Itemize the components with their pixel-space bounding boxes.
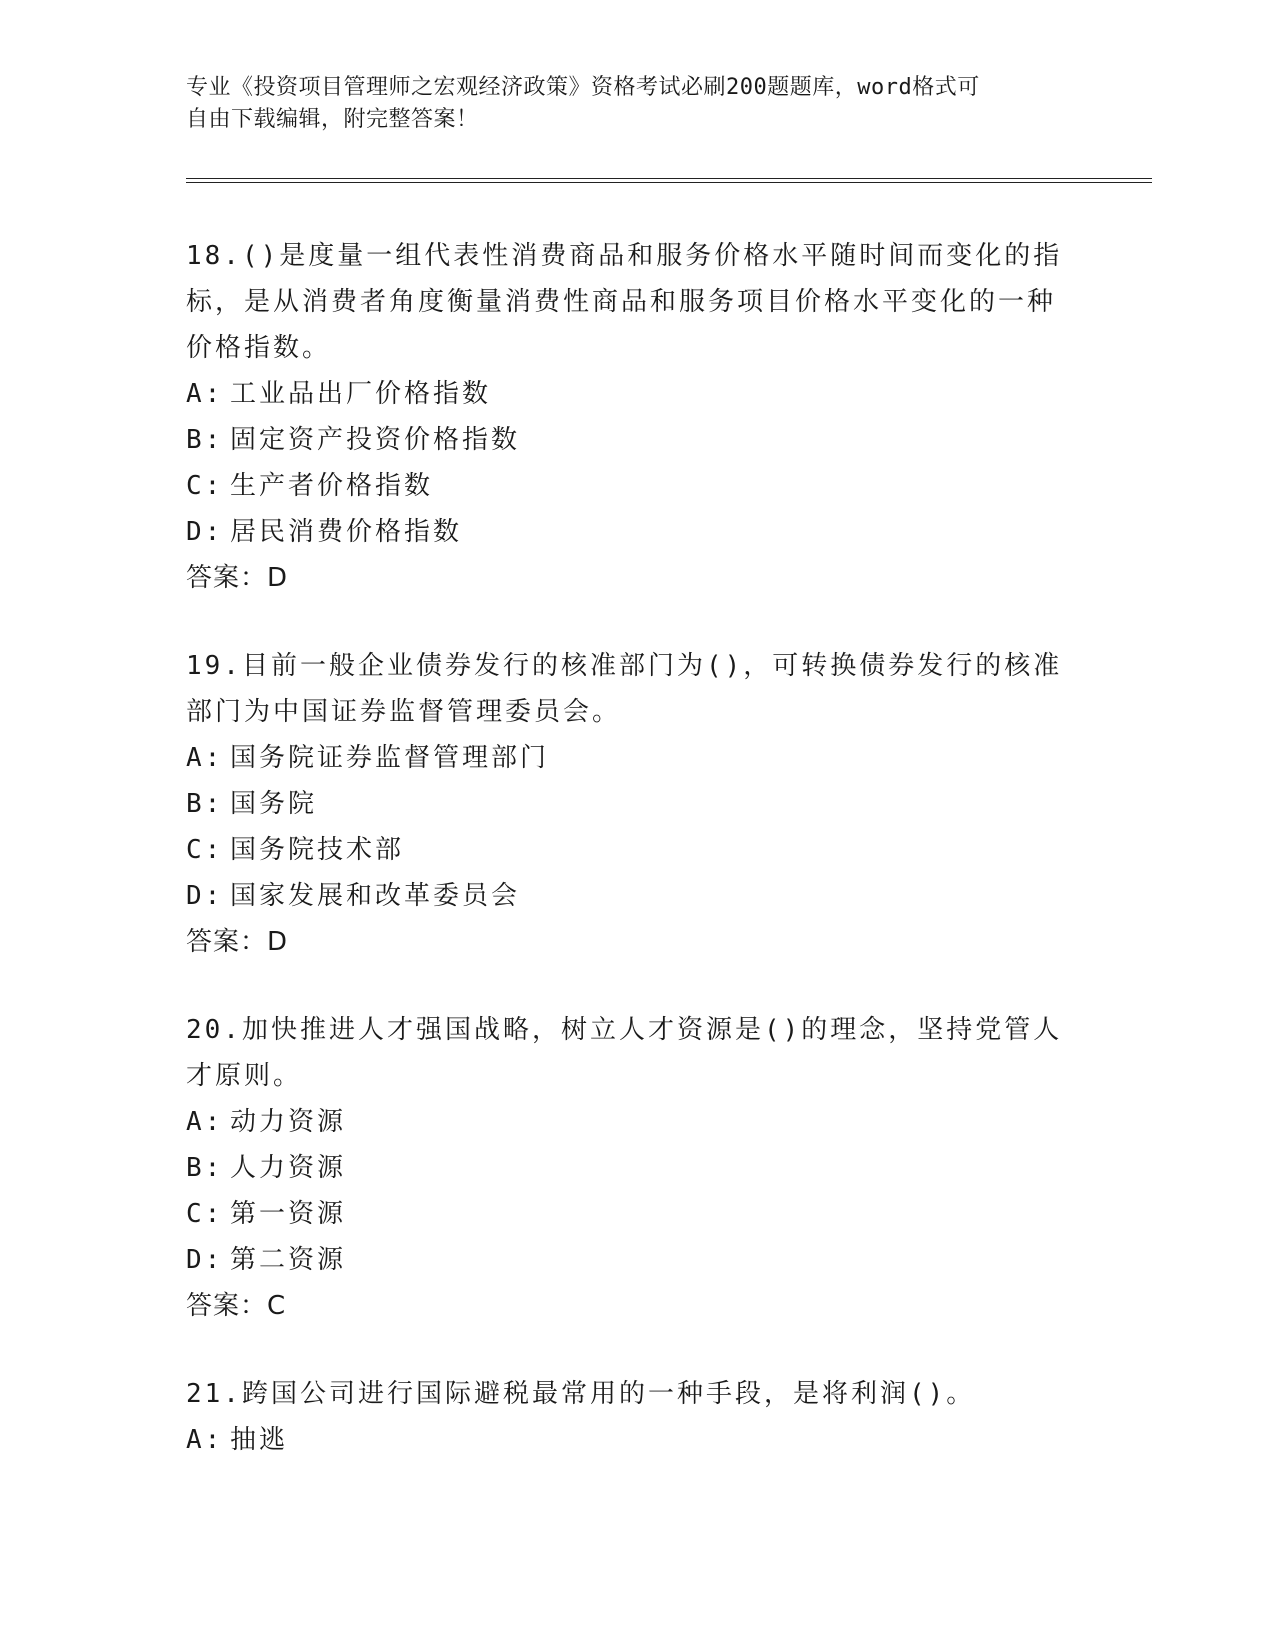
option-letter: B:	[186, 789, 224, 819]
option-letter: D:	[186, 881, 224, 911]
option-a	[186, 371, 1066, 417]
question-stem: 21.跨国公司进行国际避税最常用的一种手段，是将利润()。	[186, 1379, 976, 1409]
option-d	[186, 509, 1066, 555]
option-b	[186, 417, 1066, 463]
option-letter: B:	[186, 1153, 224, 1183]
question-18	[186, 233, 1066, 601]
option-letter: A:	[186, 1107, 224, 1137]
option-c	[186, 1191, 1066, 1237]
option-letter: C:	[186, 835, 224, 865]
question-list	[186, 233, 1066, 1505]
option-text: 抽逃	[230, 1425, 289, 1455]
option-text: 工业品出厂价格指数	[230, 379, 492, 409]
option-a	[186, 1099, 1066, 1145]
option-text: 国务院技术部	[230, 835, 405, 865]
answer-label: 答案：C	[186, 1291, 287, 1321]
option-letter: C:	[186, 471, 224, 501]
option-text: 固定资产投资价格指数	[230, 425, 521, 455]
question-20	[186, 1007, 1066, 1329]
question-stem: 20.加快推进人才强国战略，树立人才资源是()的理念，坚持党管人才原则。	[186, 1015, 1063, 1091]
question-stem: 19.目前一般企业债券发行的核准部门为()，可转换债券发行的核准部门为中国证券监督管理委员会。	[186, 651, 1063, 727]
option-c	[186, 827, 1066, 873]
option-a	[186, 1417, 1066, 1463]
option-letter: A:	[186, 1425, 224, 1455]
option-letter: C:	[186, 1199, 224, 1229]
option-text: 国务院	[230, 789, 318, 819]
option-letter: A:	[186, 743, 224, 773]
answer-label: 答案：D	[186, 563, 289, 593]
option-letter: D:	[186, 517, 224, 547]
option-text: 居民消费价格指数	[230, 517, 463, 547]
option-text: 第二资源	[230, 1245, 347, 1275]
option-text: 动力资源	[230, 1107, 347, 1137]
option-a	[186, 735, 1066, 781]
answer-label: 答案：D	[186, 927, 289, 957]
header-divider-top	[186, 178, 1152, 179]
header-line-1: 专业《投资项目管理师之宏观经济政策》资格考试必刷200题题库，word格式可	[186, 75, 980, 100]
option-b	[186, 1145, 1066, 1191]
question-19	[186, 643, 1066, 965]
question-21	[186, 1371, 1066, 1463]
option-b	[186, 781, 1066, 827]
header-line-2: 自由下载编辑，附完整答案！	[186, 107, 479, 132]
option-d	[186, 873, 1066, 919]
option-text: 第一资源	[230, 1199, 347, 1229]
option-c	[186, 463, 1066, 509]
option-letter: D:	[186, 1245, 224, 1275]
option-text: 生产者价格指数	[230, 471, 434, 501]
option-letter: A:	[186, 379, 224, 409]
option-text: 人力资源	[230, 1153, 347, 1183]
option-letter: B:	[186, 425, 224, 455]
option-d	[186, 1237, 1066, 1283]
option-text: 国务院证券监督管理部门	[230, 743, 550, 773]
option-text: 国家发展和改革委员会	[230, 881, 521, 911]
question-stem: 18.()是度量一组代表性消费商品和服务价格水平随时间而变化的指标，是从消费者角度衡量消费性商品和服务项目价格水平变化的一种价格指数。	[186, 241, 1063, 363]
document-header	[186, 72, 1066, 136]
header-divider-bottom	[186, 182, 1152, 183]
